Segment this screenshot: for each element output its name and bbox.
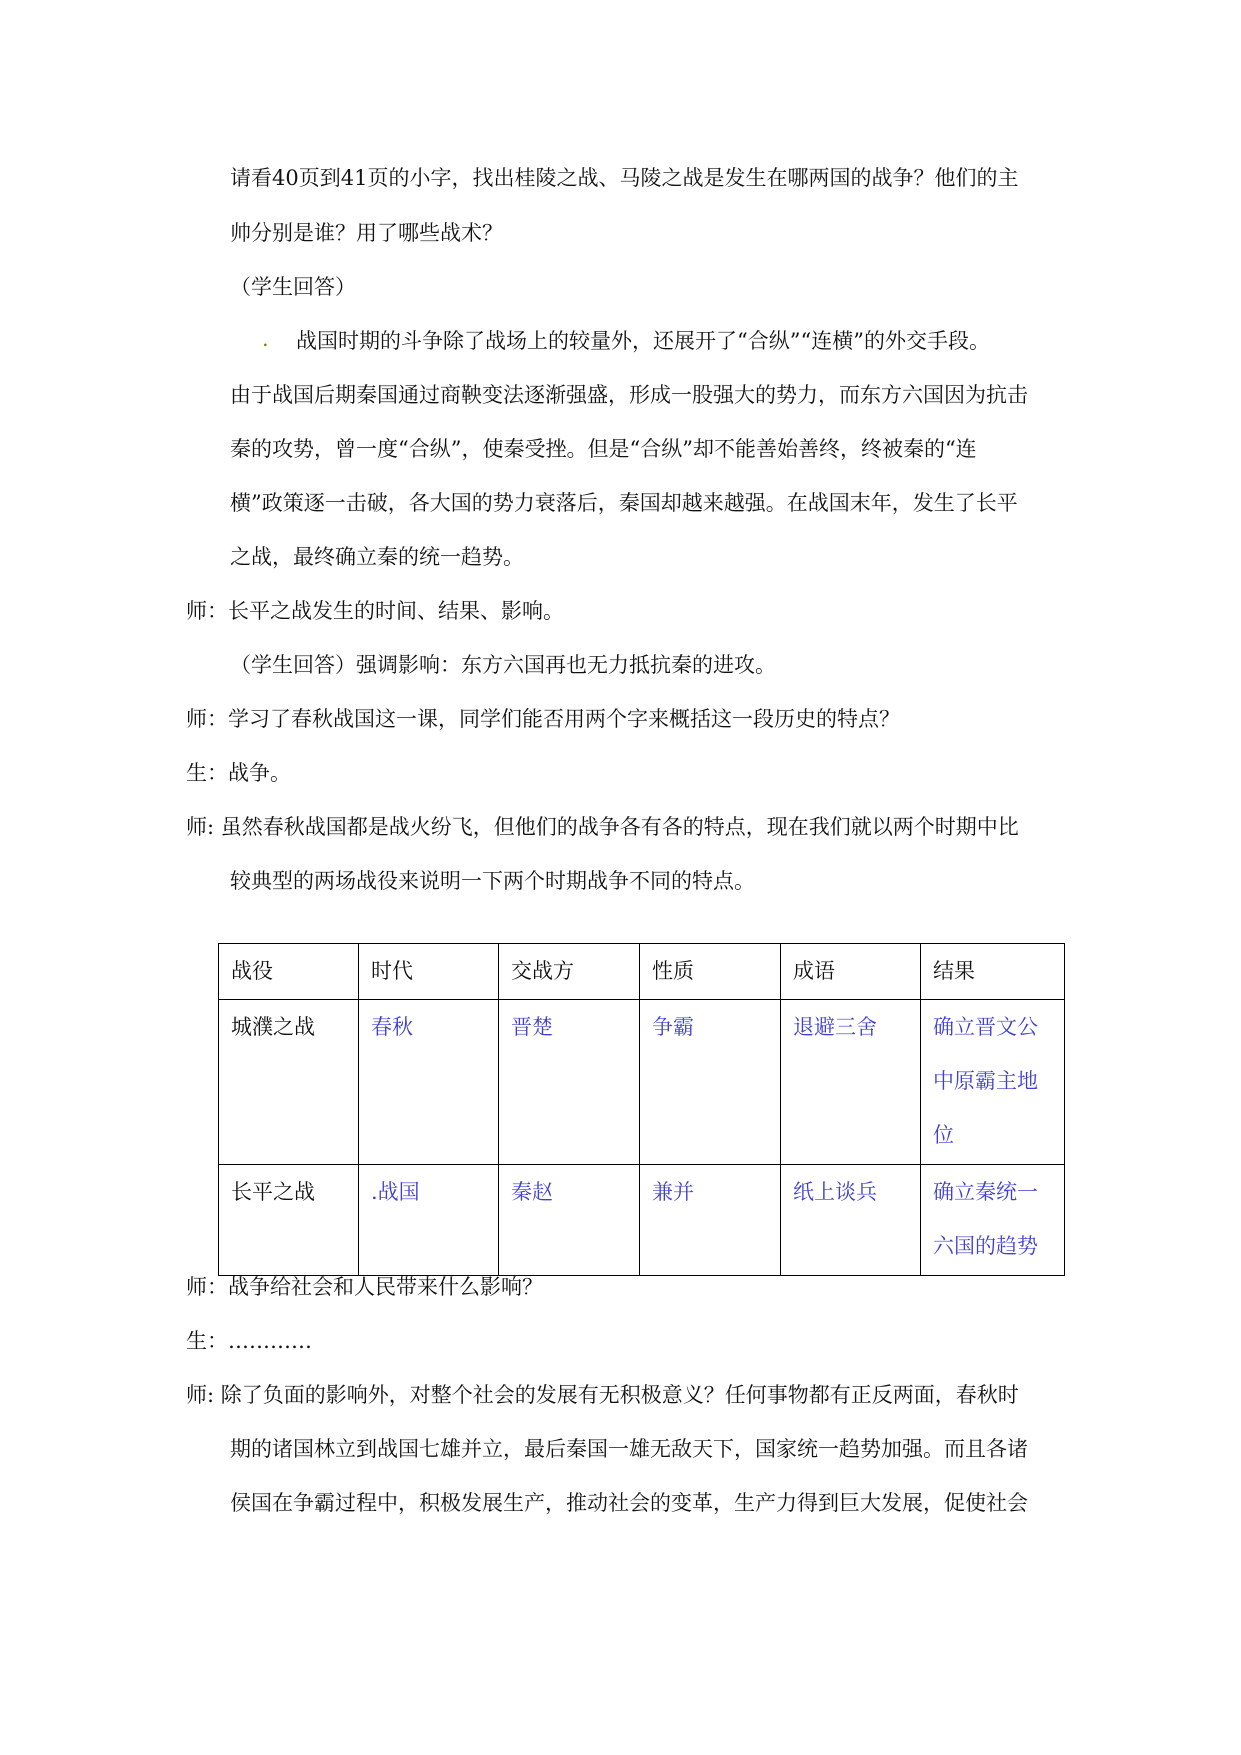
- table-header-row: [219, 944, 1065, 1000]
- paragraph-line: 帅分别是谁？用了哪些战术？: [230, 221, 503, 245]
- paragraph-line: 请看40页到41页的小字，找出桂陵之战、马陵之战是发生在哪两国的战争？他们的主: [230, 166, 1019, 190]
- teacher-line: 师：长平之战发生的时间、结果、影响。: [186, 599, 564, 623]
- paragraph-line: 期的诸国林立到战国七雄并立，最后秦国一雄无敌天下，国家统一趋势加强。而且各诸: [230, 1437, 1028, 1461]
- teacher-line: 师: 除了负面的影响外，对整个社会的发展有无积极意义？任何事物都有正反两面，春秋时: [186, 1383, 1019, 1407]
- result-line: 位: [933, 1123, 954, 1147]
- teacher-line: 师：战争给社会和人民带来什么影响？: [186, 1275, 543, 1299]
- battle-cell: 长平之战: [219, 1165, 359, 1276]
- paragraph-line: 秦的攻势，曾一度“合纵”，使秦受挫。但是“合纵”却不能善始善终，终被秦的“连: [230, 437, 977, 461]
- paragraph-line: 之战，最终确立秦的统一趋势。: [230, 545, 524, 569]
- idiom-cell: 退避三舍: [781, 1000, 921, 1165]
- result-line: 确立晋文公: [933, 1015, 1038, 1039]
- sides-cell: 秦赵: [499, 1165, 640, 1276]
- battle-comparison-table: [218, 943, 1065, 1276]
- table-row: [219, 1000, 1065, 1165]
- student-answer-note: （学生回答）: [230, 275, 356, 299]
- student-answer-note: （学生回答）强调影响：东方六国再也无力抵抗秦的进攻。: [230, 653, 776, 677]
- table-row: [219, 1165, 1065, 1276]
- header-cell: 战役: [219, 944, 359, 1000]
- paragraph-line: 较典型的两场战役来说明一下两个时期战争不同的特点。: [230, 869, 755, 893]
- result-line: 六国的趋势: [933, 1234, 1038, 1258]
- nature-cell: 争霸: [640, 1000, 781, 1165]
- idiom-cell: 纸上谈兵: [781, 1165, 921, 1276]
- nature-cell: 兼并: [640, 1165, 781, 1276]
- sides-cell: 晋楚: [499, 1000, 640, 1165]
- header-cell: 交战方: [499, 944, 640, 1000]
- result-line: 中原霸主地: [933, 1069, 1038, 1093]
- paragraph-line: 侯国在争霸过程中，积极发展生产，推动社会的变革，生产力得到巨大发展，促使社会: [230, 1491, 1028, 1515]
- result-cell: [921, 1000, 1065, 1165]
- header-cell: 结果: [921, 944, 1065, 1000]
- teacher-line: 师: 虽然春秋战国都是战火纷飞，但他们的战争各有各的特点，现在我们就以两个时期中比: [186, 815, 1019, 839]
- paragraph-line: 战国时期的斗争除了战场上的较量外，还展开了“合纵”“连横”的外交手段。: [296, 329, 990, 353]
- header-cell: 成语: [781, 944, 921, 1000]
- paragraph-line: 由于战国后期秦国通过商鞅变法逐渐强盛，形成一股强大的势力，而东方六国因为抗击: [230, 383, 1028, 407]
- era-cell: .战国: [359, 1165, 499, 1276]
- header-cell: 性质: [640, 944, 781, 1000]
- paragraph-line: 横”政策逐一击破，各大国的势力衰落后，秦国却越来越强。在战国末年，发生了长平: [230, 491, 1018, 515]
- result-line: 确立秦统一: [933, 1180, 1038, 1204]
- result-cell: [921, 1165, 1065, 1276]
- era-cell: 春秋: [359, 1000, 499, 1165]
- teacher-line: 师：学习了春秋战国这一课，同学们能否用两个字来概括这一段历史的特点？: [186, 707, 900, 731]
- student-line: 生：战争。: [186, 761, 291, 785]
- stray-dot: .: [262, 327, 269, 351]
- battle-cell: 城濮之战: [219, 1000, 359, 1165]
- student-line: 生：…………: [186, 1329, 312, 1353]
- header-cell: 时代: [359, 944, 499, 1000]
